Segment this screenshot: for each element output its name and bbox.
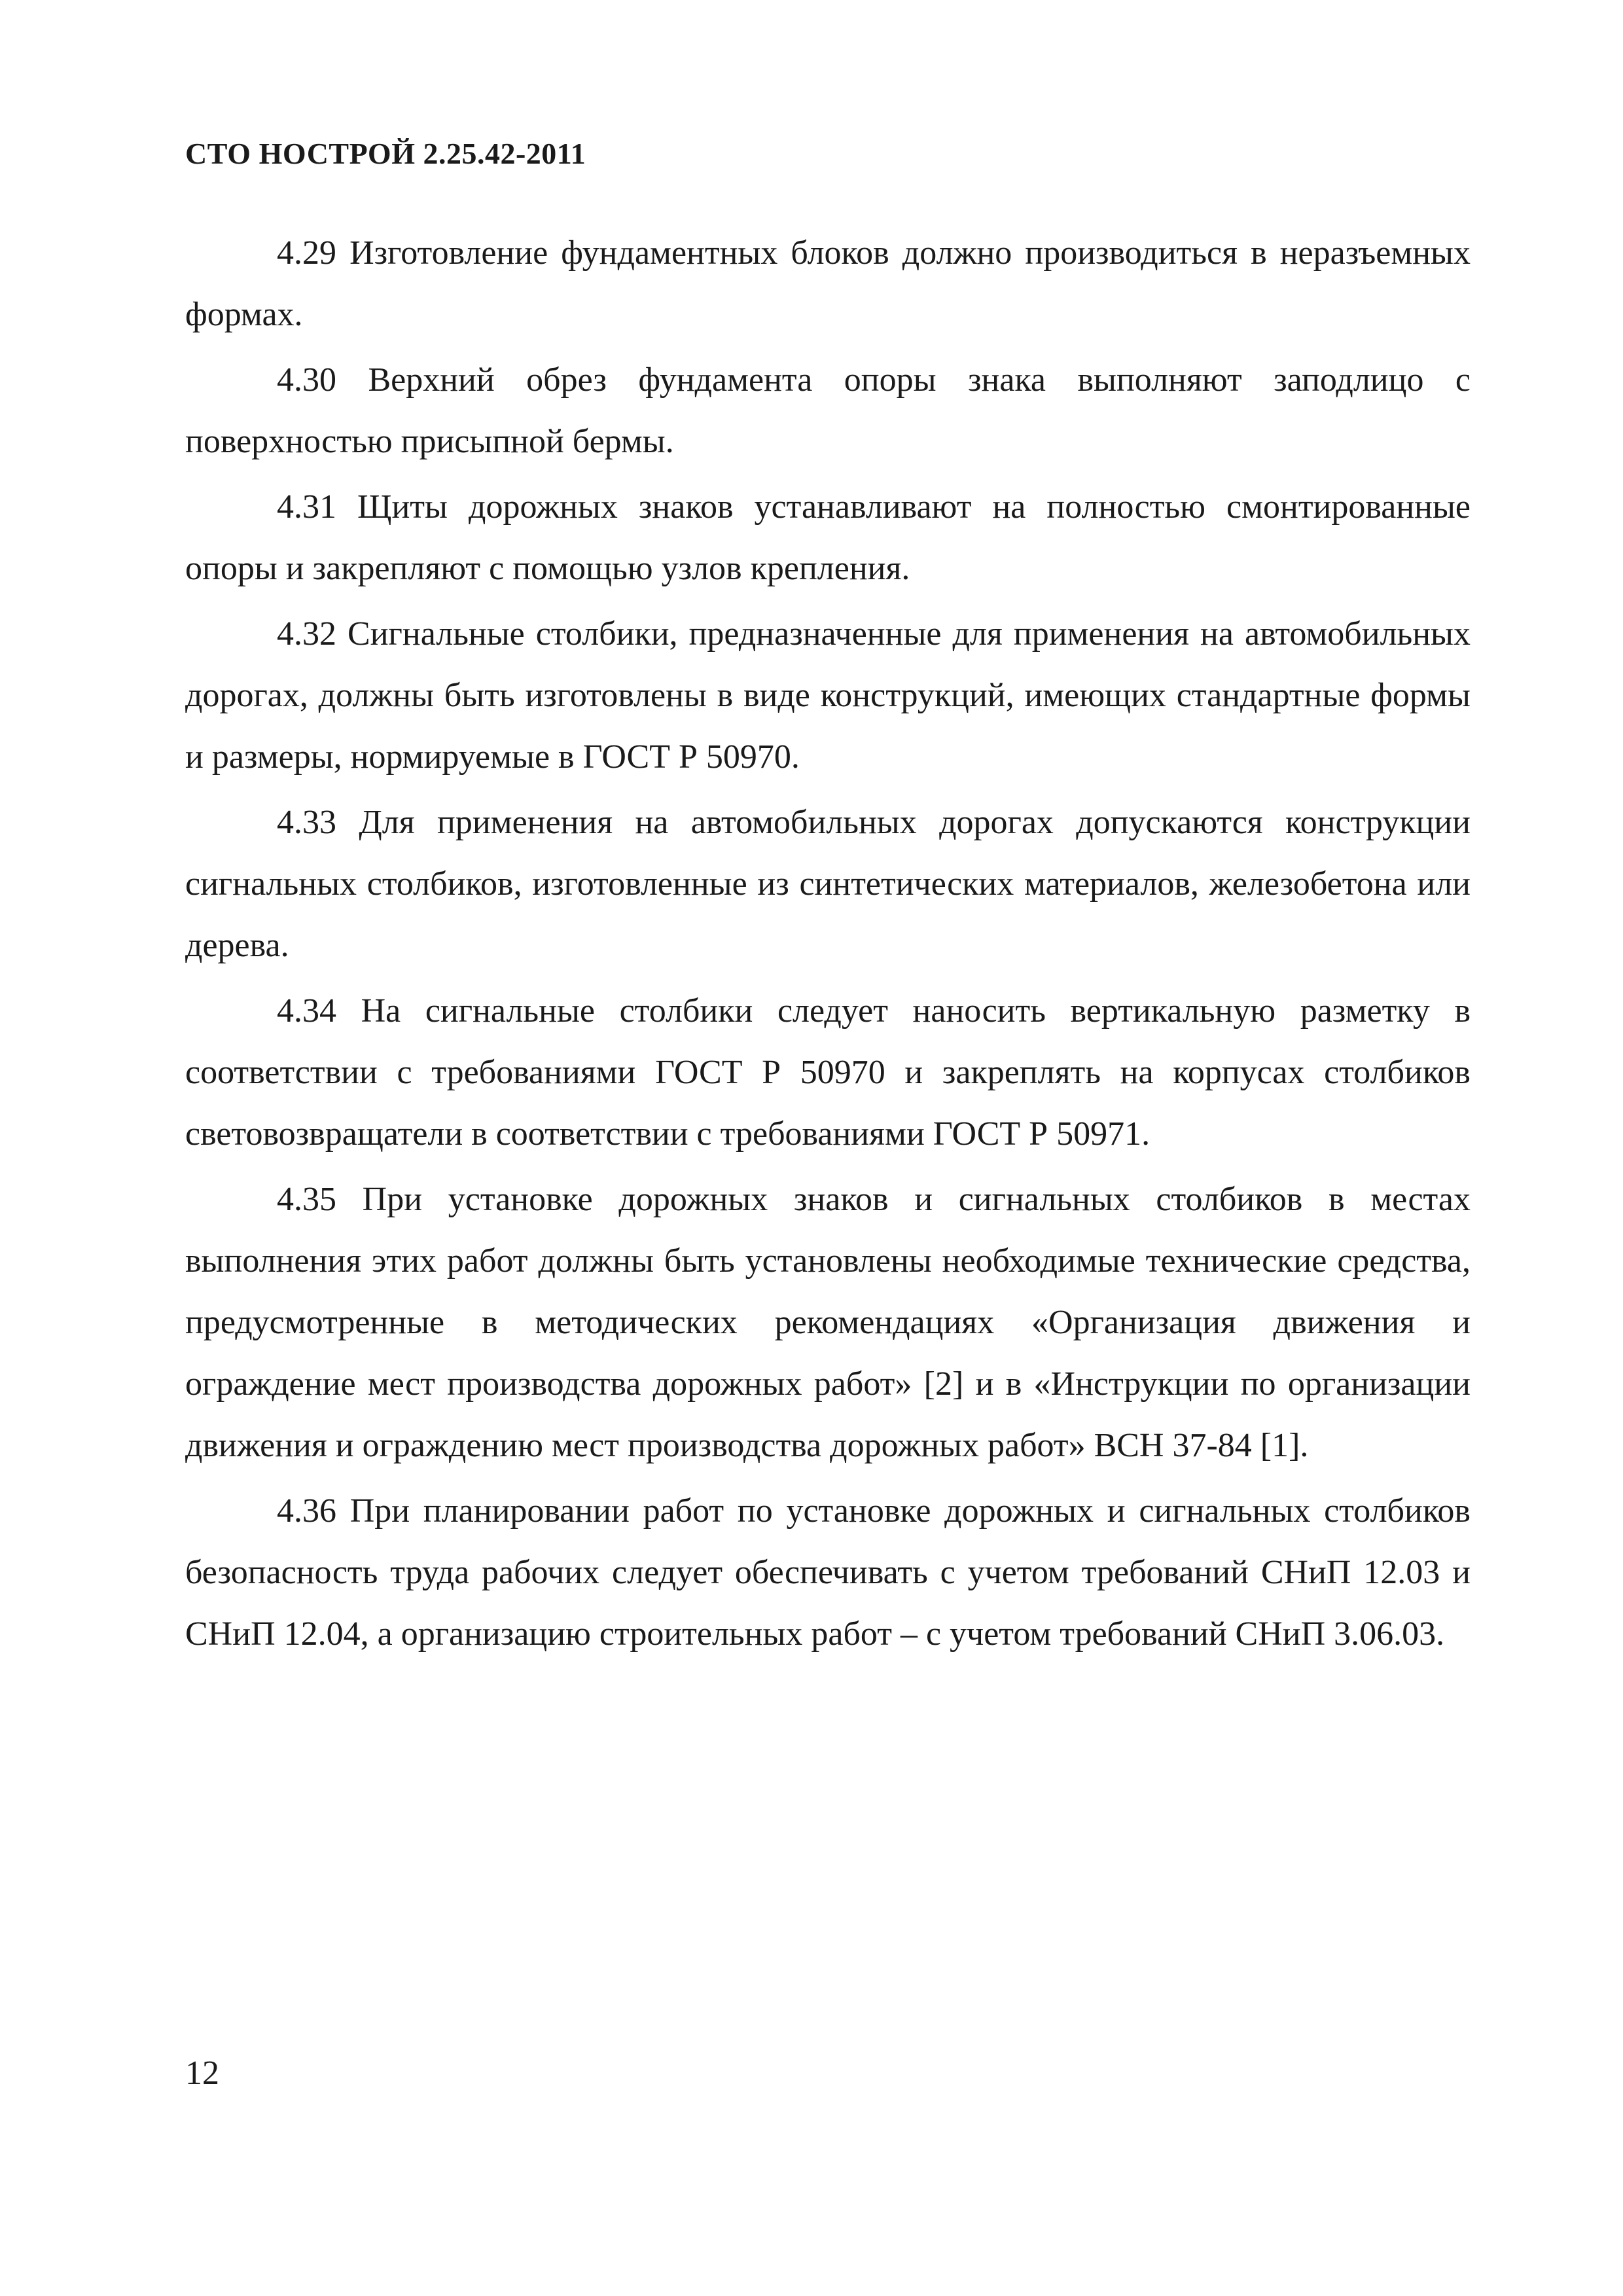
paragraph-4-33: 4.33 Для применения на автомобильных дорогах допускаются конструкции сигнальных столбиков, изготовленные из синтетических материалов, железобетона или дерева.	[185, 804, 1471, 964]
paragraph-4-34: 4.34 На сигнальные столбики следует наносить вертикальную разметку в соответствии с требованиями ГОСТ Р 50970 и закреплять на корпусах столбиков световозвращатели в соответствии с требованиями ГОСТ Р 50971.	[185, 992, 1471, 1153]
paragraph-4-31: 4.31 Щиты дорожных знаков устанавливают на полностью смонтированные опоры и закрепляют с помощью узлов крепления.	[185, 488, 1471, 587]
paragraph-4-32: 4.32 Сигнальные столбики, предназначенные для применения на автомобильных дорогах, должны быть изготовлены в виде конструкций, имеющих стандартные формы и размеры, нормируемые в ГОСТ Р 50970.	[185, 615, 1471, 776]
paragraph-4-29: 4.29 Изготовление фундаментных блоков должно производиться в неразъемных формах.	[185, 234, 1471, 333]
page-number: 12	[185, 2054, 219, 2092]
paragraph-4-35: 4.35 При установке дорожных знаков и сигнальных столбиков в местах выполнения этих работ должны быть установлены необходимые технические средства, предусмотренные в методических рекомендациях «Организация движения и ограждение мест производства дорожных работ» [2] и в «Инструкции по организации движения и ограждению мест производства дорожных работ» ВСН 37-84 [1].	[185, 1181, 1471, 1464]
paragraph-4-36: 4.36 При планировании работ по установке дорожных и сигнальных столбиков безопасность труда рабочих следует обеспечивать с учетом требований СНиП 12.03 и СНиП 12.04, а организацию строительных работ – с учетом требований СНиП 3.06.03.	[185, 1492, 1471, 1653]
document-header: СТО НОСТРОЙ 2.25.42-2011	[185, 137, 586, 170]
paragraph-4-30: 4.30 Верхний обрез фундамента опоры знака выполняют заподлицо с поверхностью присыпной бермы.	[185, 361, 1471, 460]
document-body	[185, 223, 1471, 1665]
